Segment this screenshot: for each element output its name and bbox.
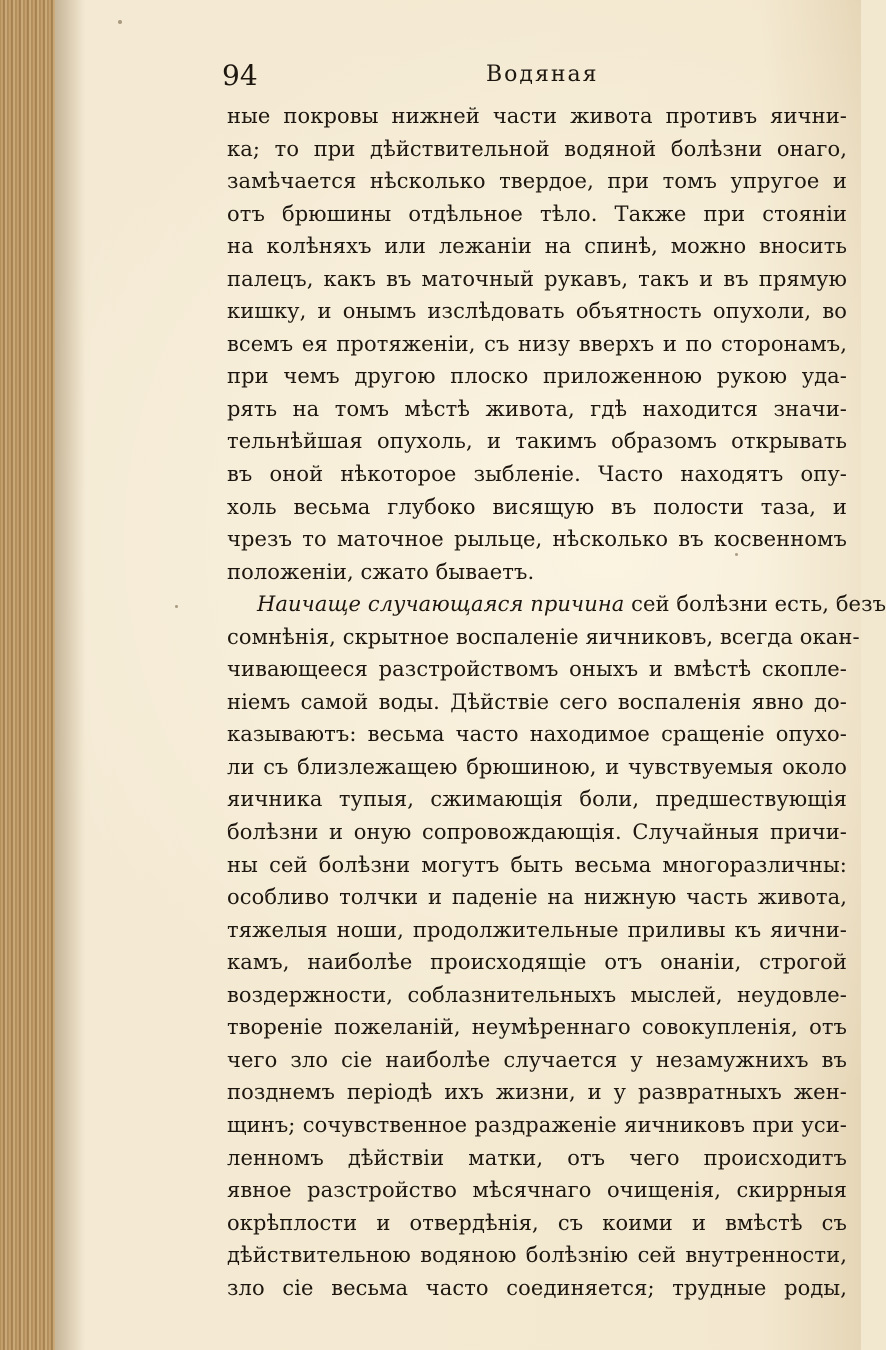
text-line: отъ брюшины отдѣльное тѣло. Также при стояніи — [227, 201, 847, 226]
text-line: холь весьма глубоко висящую въ полости таза, и — [227, 494, 847, 519]
gutter-shadow — [55, 0, 85, 1350]
paper-speck — [735, 553, 738, 556]
book-spine — [0, 0, 55, 1350]
text-line: кишку, и онымъ изслѣдовать объятность опухоли, во — [227, 299, 847, 324]
text-line: ны сей болѣзни могутъ быть весьма многоразличны: — [227, 852, 847, 877]
text-line: ли съ близлежащею брюшиною, и чувствуемыя около — [227, 754, 847, 779]
text-line: всемъ ея протяженіи, съ низу вверхъ и по сторонамъ, — [227, 331, 847, 356]
body-text — [227, 100, 886, 1304]
text-line: позднемъ періодѣ ихъ жизни, и у развратныхъ жен- — [227, 1080, 847, 1105]
text-run: сей болѣзни есть, безъ — [631, 592, 886, 617]
text-line: тельнѣйшая опухоль, и такимъ образомъ открывать — [227, 429, 847, 454]
text-line: яичника тупыя, сжимающія боли, предшествующія — [227, 787, 847, 812]
text-line: при чемъ другою плоско приложенною рукою уда- — [227, 364, 847, 389]
text-line: казываютъ: весьма часто находимое сращеніе опухо- — [227, 722, 847, 747]
text-line: палецъ, какъ въ маточный рукавъ, такъ и въ прямую — [227, 266, 847, 291]
text-line: явное разстройство мѣсячнаго очищенія, скиррныя — [227, 1178, 847, 1203]
running-head: Водяная — [486, 62, 599, 87]
paragraph-2 — [227, 588, 886, 1304]
text-line-first — [227, 588, 886, 621]
text-line: тяжелыя ноши, продолжительные приливы къ яични- — [227, 917, 847, 942]
text-line: чрезъ то маточное рыльце, нѣсколько въ косвенномъ — [227, 527, 847, 552]
text-line: ніемъ самой воды. Дѣйствіе сего воспаленія явно до- — [227, 689, 847, 714]
text-line: чивающееся разстройствомъ оныхъ и вмѣстѣ скопле- — [227, 657, 847, 682]
text-line: сомнѣнія, скрытное воспаленіе яичниковъ, всегда окан- — [227, 624, 860, 649]
text-line: камъ, наиболѣе происходящіе отъ онаніи, строгой — [227, 950, 847, 975]
text-line: зло сіе весьма часто соединяется; трудные роды, — [227, 1275, 847, 1300]
text-line: ленномъ дѣйствіи матки, отъ чего происходитъ — [227, 1145, 847, 1170]
text-line: въ оной нѣкоторое зыбленіе. Часто находятъ опу- — [227, 462, 847, 487]
italic-phrase: Наичаще случающаяся причина — [257, 592, 625, 617]
text-line: положеніи, сжато бываетъ. — [227, 559, 535, 584]
text-line: ка; то при дѣйствительной водяной болѣзни онаго, — [227, 136, 847, 161]
page-header — [222, 54, 622, 98]
text-line: особливо толчки и паденіе на нижную часть живота, — [227, 885, 847, 910]
page-number: 94 — [222, 59, 258, 92]
paper-speck — [118, 20, 122, 24]
text-line: рять на томъ мѣстѣ живота, гдѣ находится значи- — [227, 396, 847, 421]
text-line: болѣзни и оную сопровождающія. Случайныя причи- — [227, 820, 847, 845]
text-line: щинъ; сочувственное раздраженіе яичниковъ при уси- — [227, 1112, 847, 1137]
text-line: окрѣплости и отвердѣнія, съ коими и вмѣстѣ съ — [227, 1210, 847, 1235]
paper-speck — [175, 605, 178, 608]
text-line: ные покровы нижней части живота противъ яични- — [227, 104, 847, 128]
text-line: воздержности, соблазнительныхъ мыслей, неудовле- — [227, 982, 847, 1007]
text-line: замѣчается нѣсколько твердое, при томъ упругое и — [227, 169, 847, 194]
text-line: твореніе пожеланій, неумѣреннаго совокупленія, отъ — [227, 1015, 847, 1040]
text-line: дѣйствительною водяною болѣзнію сей внутренности, — [227, 1243, 847, 1268]
paragraph-1 — [227, 100, 847, 588]
text-line: на колѣняхъ или лежаніи на спинѣ, можно вносить — [227, 234, 847, 259]
text-line: чего зло сіе наиболѣе случается у незамужнихъ въ — [227, 1047, 847, 1072]
